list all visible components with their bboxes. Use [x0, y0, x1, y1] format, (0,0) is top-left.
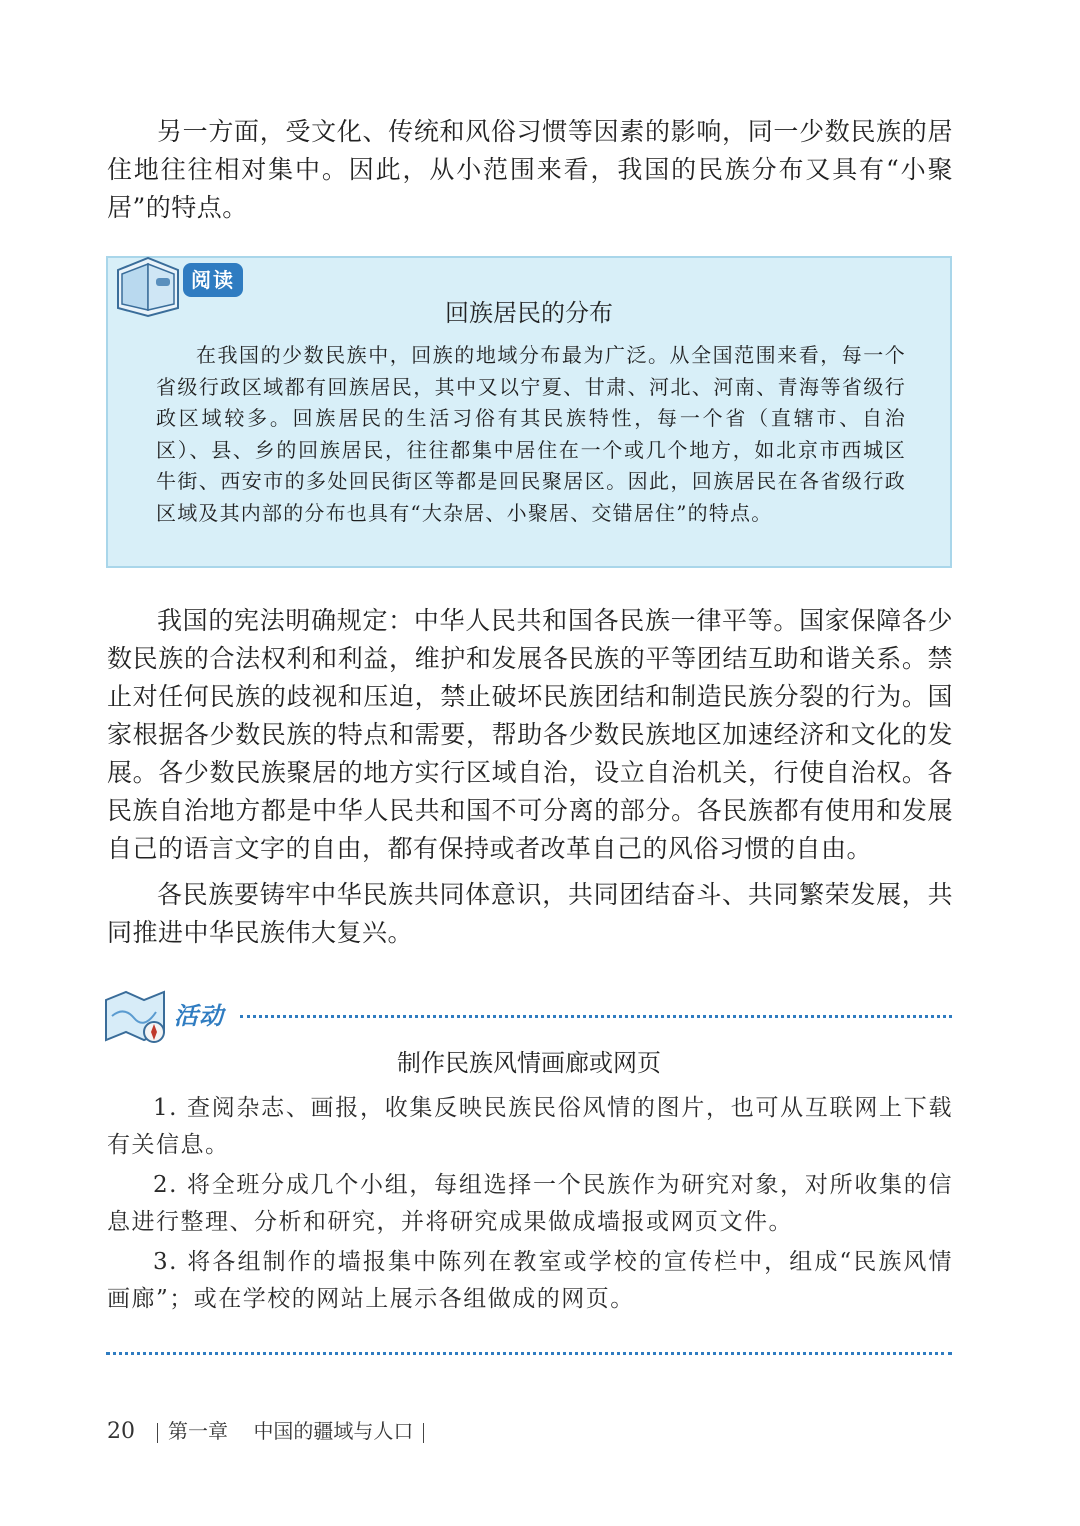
activity-item-3: 3. 将各组制作的墙报集中陈列在教室或学校的宣传栏中，组成“民族风情画廊”；或在学校的网站上展示各组做成的网页。 [107, 1249, 953, 1312]
constitution-paragraph: 我国的宪法明确规定：中华人民共和国各民族一律平等。国家保障各少数民族的合法权利和利益，维护和发展各民族的平等团结互助和谐关系。禁止对任何民族的歧视和压迫，禁止破坏民族团结和制造民族分裂的行为。国家根据各少数民族的特点和需要，帮助各少数民族地区加速经济和文化的发展。各少数民族聚居的地方实行区域自治，设立自治机关，行使自治权。各民族自治地方都是中华人民共和国不可分离的部分。各民族都有使用和发展自己的语言文字的自由，都有保持或者改革自己的风俗习惯的自由。 [107, 606, 953, 863]
activity-item-2: 2. 将全班分成几个小组，每组选择一个民族作为研究对象，对所收集的信息进行整理、分析和研究，并将研究成果做成墙报或网页文件。 [107, 1172, 953, 1235]
reading-title: 回族居民的分布 [445, 299, 613, 327]
reading-body: 在我国的少数民族中，回族的地域分布最为广泛。从全国范围来看，每一个省级行政区域都有回族居民，其中又以宁夏、甘肃、河北、河南、青海等省级行政区域较多。回族居民的生活习俗有其民族特性，每一个省（直辖市、自治区）、县、乡的回族居民，往往都集中居住在一个或几个地方，如北京市西城区牛街、西安市的多处回民街区等都是回民聚居区。因此，回族居民在各省级行政区域及其内部的分布也具有“大杂居、小聚居、交错居住”的特点。 [156, 343, 906, 525]
unity-paragraph: 各民族要铸牢中华民族共同体意识，共同团结奋斗、共同繁荣发展，共同推进中华民族伟大复兴。 [107, 880, 953, 947]
intro-paragraph: 另一方面，受文化、传统和风俗习惯等因素的影响，同一少数民族的居住地往往相对集中。因此，从小范围来看，我国的民族分布又具有“小聚居”的特点。 [107, 117, 953, 222]
footer-divider [157, 1423, 158, 1443]
map-compass-icon [100, 986, 172, 1048]
reading-badge: 阅读 [183, 263, 243, 297]
activity-title: 制作民族风情画廊或网页 [397, 1049, 661, 1077]
activity-bottom-divider [106, 1352, 952, 1355]
activity-badge: 活动 [174, 1002, 224, 1030]
footer-divider-end [423, 1423, 424, 1443]
activity-top-divider [240, 1015, 952, 1018]
page-footer [107, 1415, 434, 1444]
activity-item-1: 1. 查阅杂志、画报，收集反映民族民俗风情的图片，也可从互联网上下载有关信息。 [107, 1095, 953, 1158]
page-number: 20 [107, 1419, 135, 1444]
chapter-label: 第一章 [168, 1419, 228, 1443]
chapter-title: 中国的疆域与人口 [253, 1419, 414, 1443]
